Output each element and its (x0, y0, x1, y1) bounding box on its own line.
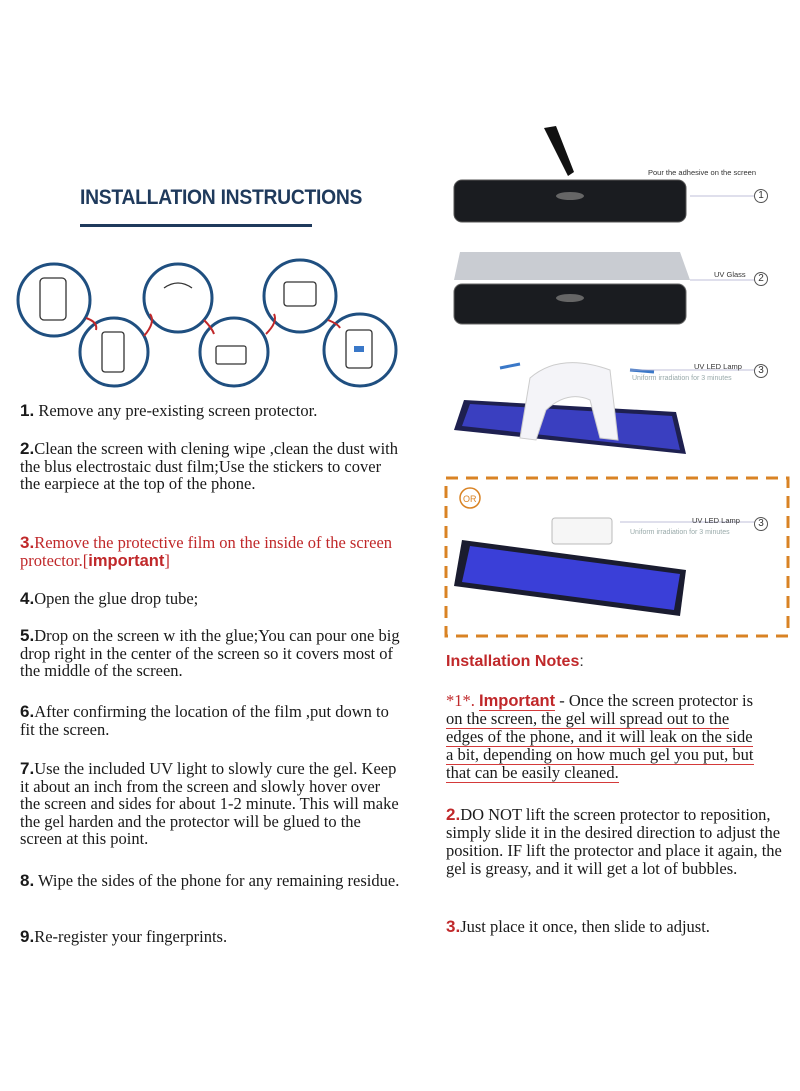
step-circle-film (144, 264, 212, 332)
step-number: 5. (20, 626, 35, 645)
step-number: 6. (20, 702, 35, 721)
note-1-important: Important (479, 692, 556, 710)
note-1-line-1: - Once the screen protector is (555, 691, 754, 710)
phone-1 (454, 180, 686, 222)
step-number: 2. (20, 439, 35, 458)
step-4 (20, 590, 400, 608)
step-text: Clean the screen with clening wipe ,clean the dust with the blus electrostaic dust film;Use the stickers to cover the earpiece at the top of the phone. (20, 439, 398, 493)
label-uv-lamp-alt: UV LED Lamp (692, 516, 740, 525)
step-5 (20, 627, 400, 680)
step-number: 1. (20, 401, 35, 420)
phone-2 (454, 284, 686, 324)
step-text: Re-register your fingerprints. (34, 927, 228, 946)
note-2 (446, 806, 800, 878)
step-text-after: ] (164, 550, 170, 570)
label-pour-adhesive: Pour the adhesive on the screen (648, 168, 756, 177)
page-title: INSTALLATION INSTRUCTIONS (80, 186, 363, 209)
step-circle-remove (18, 264, 90, 336)
step-7 (20, 760, 400, 848)
notes-title (446, 653, 584, 671)
note-1-sep: . (470, 691, 479, 710)
label-uv-lamp: UV LED Lamp (694, 362, 742, 371)
label-irradiation-alt: Uniform irradiation for 3 minutes (630, 529, 730, 536)
important-tag: important (88, 551, 165, 570)
step-number: 9. (20, 927, 35, 946)
uv-glass (454, 252, 690, 280)
steps-illustration (8, 250, 400, 390)
note-1-line-3: edges of the phone, and it will leak on the side (446, 727, 753, 746)
step-2 (20, 440, 400, 493)
step-text: Remove any pre-existing screen protector. (34, 401, 318, 420)
installation-diagram (440, 120, 800, 640)
step-text: Use the included UV light to slowly cure the gel. Keep it about an inch from the screen and slowly hover over the screen and sides for about 1-2 minute. This will make the gel harden and the protector will be glued to the screen at this point. (20, 759, 399, 848)
note-1-line-5: that can be easily cleaned. (446, 763, 619, 782)
step-text: After confirming the location of the film ,put down to fit the screen. (20, 702, 389, 739)
step-1 (20, 402, 400, 420)
note-3-text: Just place it once, then slide to adjust. (460, 917, 710, 936)
uv-lamp-alt (552, 518, 612, 544)
marker-3-alt: 3 (754, 517, 768, 531)
or-badge: OR (463, 494, 477, 504)
notes-title-text: Installation Notes (446, 653, 580, 670)
note-3-number: 3. (446, 917, 461, 936)
step-number: 4. (20, 589, 35, 608)
note-1-prefix: *1* (446, 691, 471, 710)
marker-2: 2 (754, 272, 768, 286)
glue-tube-icon (544, 126, 574, 176)
step-number: 3. (20, 533, 35, 552)
step-circle-clean (80, 318, 148, 386)
label-uv-glass: UV Glass (714, 270, 746, 279)
step-text: Wipe the sides of the phone for any remaining residue. (34, 871, 400, 890)
notes-title-colon: : (579, 653, 584, 670)
note-3 (446, 918, 800, 936)
note-2-text: DO NOT lift the screen protector to reposition, simply slide it in the desired direction to adjust the position. IF lift the protector and place it again, the gel is greasy, and it will get a lot of bubbles. (446, 805, 782, 878)
marker-1: 1 (754, 189, 768, 203)
note-1 (446, 692, 800, 782)
title-underline (80, 224, 312, 227)
step-number: 7. (20, 759, 35, 778)
label-irradiation: Uniform irradiation for 3 minutes (632, 375, 732, 382)
step-6 (20, 703, 400, 738)
step-text: Open the glue drop tube; (34, 589, 199, 608)
step-9 (20, 928, 400, 946)
step-number: 8. (20, 871, 35, 890)
step-8 (20, 872, 400, 890)
step-3 (20, 534, 400, 570)
step-text: Drop on the screen w ith the glue;You can pour one big drop right in the center of the screen so it covers most of the middle of the screen. (20, 626, 400, 680)
note-2-number: 2. (446, 805, 461, 824)
marker-3: 3 (754, 364, 768, 378)
note-1-line-2: on the screen, the gel will spread out to the (446, 709, 730, 728)
step-text: Remove the protective film on the inside of the screen protector.[ (20, 533, 393, 570)
note-1-line-4: a bit, depending on how much gel you put, but (446, 745, 754, 764)
